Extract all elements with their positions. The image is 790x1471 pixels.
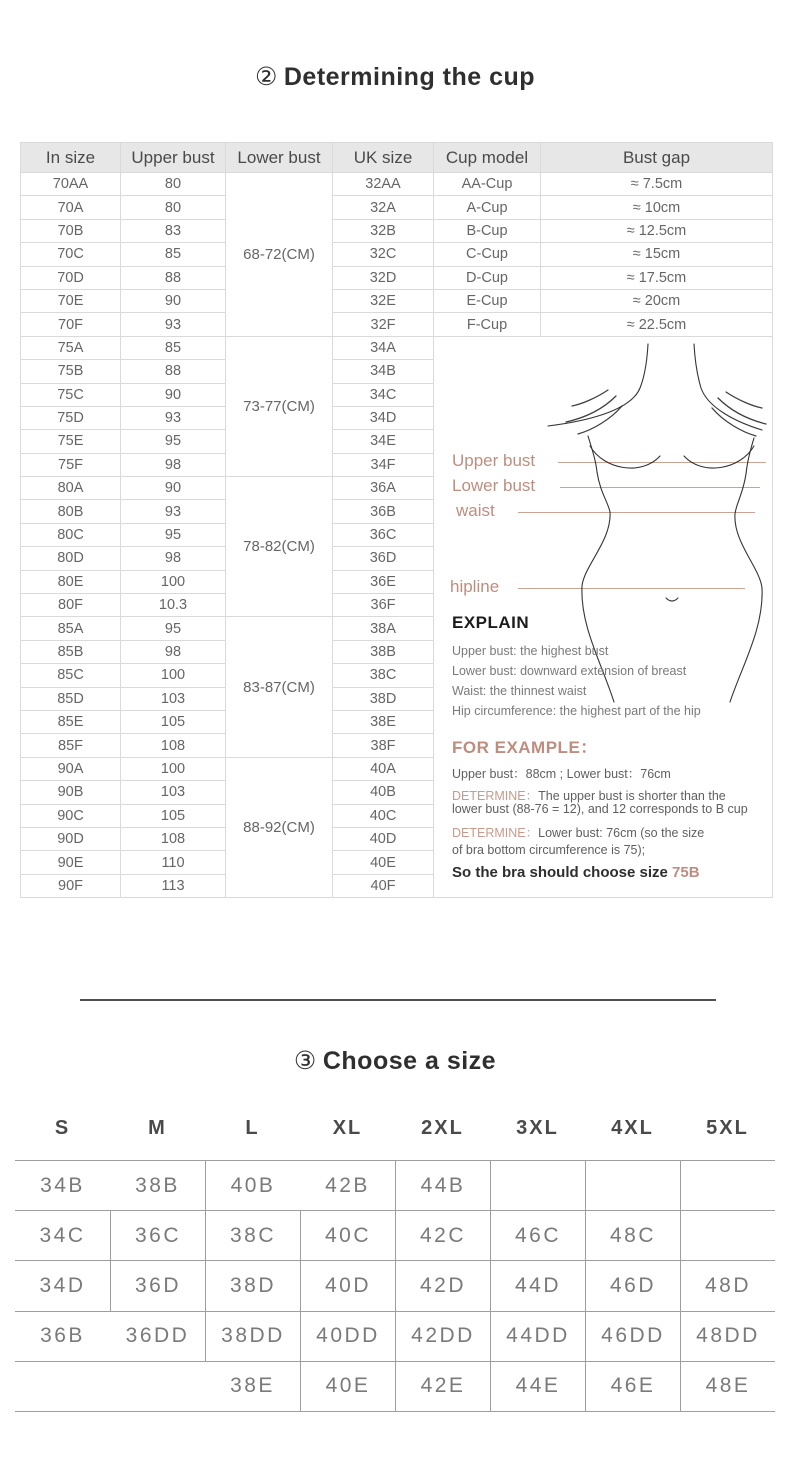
example-measurements: Upper bust：88cm ; Lower bust：76cm: [452, 767, 671, 781]
size-cell-46D: 46D: [585, 1261, 680, 1310]
size-cell-42DD: 42DD: [395, 1312, 490, 1361]
cell-in-size: 75D: [21, 406, 121, 429]
cell-uk-size: 40C: [333, 804, 434, 827]
size-cell-40C: 40C: [300, 1211, 395, 1260]
lower-bust-label: Lower bust: [452, 476, 536, 495]
cell-in-size: 85F: [21, 734, 121, 757]
cell-in-size: 80E: [21, 570, 121, 593]
cell-upper-bust: 98: [121, 640, 226, 663]
size-section-title-text: Choose a size: [322, 1047, 497, 1075]
circled-two-icon: ②: [254, 63, 278, 91]
size-cell-36DD: 36DD: [125, 1324, 190, 1348]
size-cell-34B: 34B: [40, 1173, 85, 1197]
cell-uk-size: 34A: [333, 336, 434, 359]
size-cell-48E: 48E: [680, 1362, 775, 1411]
size-header-M: M: [148, 1117, 167, 1139]
size-cell-44DD: 44DD: [490, 1312, 585, 1361]
cell-in-size: 70F: [21, 313, 121, 336]
hipline-label: hipline: [450, 577, 500, 596]
cell-in-size: 75A: [21, 336, 121, 359]
size-cell-36B: 36B: [40, 1324, 85, 1348]
size-section-title: [0, 1046, 790, 1076]
size-cell-48DD: 48DD: [680, 1312, 775, 1361]
cell-upper-bust: 85: [121, 243, 226, 266]
explain-line-lower-bust: Lower bust: downward extension of breast: [452, 664, 687, 678]
cell-in-size: 85D: [21, 687, 121, 710]
cell-in-size: 70C: [21, 243, 121, 266]
col-header-in-size: In size: [21, 143, 121, 173]
col-header-bust-gap: Bust gap: [541, 143, 773, 173]
cell-in-size: 70E: [21, 289, 121, 312]
cell-upper-bust: 80: [121, 196, 226, 219]
cell-in-size: 70AA: [21, 173, 121, 196]
cell-in-size: 90D: [21, 827, 121, 850]
cell-upper-bust: 98: [121, 547, 226, 570]
size-cell-48D: 48D: [680, 1261, 775, 1310]
cell-cup-model: C-Cup: [434, 243, 541, 266]
cell-upper-bust: 108: [121, 827, 226, 850]
size-cell-44B: 44B: [395, 1161, 490, 1210]
cell-in-size: 70A: [21, 196, 121, 219]
size-header-3XL: 3XL: [516, 1117, 559, 1139]
cell-bust-gap: ≈ 15cm: [541, 243, 773, 266]
cell-in-size: 85C: [21, 664, 121, 687]
cell-in-size: 90A: [21, 757, 121, 780]
cell-bust-gap: ≈ 17.5cm: [541, 266, 773, 289]
cell-uk-size: 34C: [333, 383, 434, 406]
size-cell-empty: [490, 1161, 585, 1210]
cell-upper-bust: 93: [121, 500, 226, 523]
cell-uk-size: 32AA: [333, 173, 434, 196]
cell-in-size: 90E: [21, 851, 121, 874]
cell-lower-bust-range: 78-82(CM): [226, 477, 333, 617]
for-example-heading: FOR EXAMPLE：: [452, 738, 598, 757]
cell-upper-bust: 83: [121, 219, 226, 242]
cell-bust-gap: ≈ 12.5cm: [541, 219, 773, 242]
cell-uk-size: 38A: [333, 617, 434, 640]
explain-line-upper-bust: Upper bust: the highest bust: [452, 644, 609, 658]
cell-uk-size: 34D: [333, 406, 434, 429]
cell-uk-size: 38F: [333, 734, 434, 757]
cell-upper-bust: 90: [121, 289, 226, 312]
cell-uk-size: 32D: [333, 266, 434, 289]
cell-uk-size: 38C: [333, 664, 434, 687]
cell-in-size: 70D: [21, 266, 121, 289]
cell-bust-gap: ≈ 20cm: [541, 289, 773, 312]
cell-uk-size: 40D: [333, 827, 434, 850]
size-cell-38D: 38D: [205, 1261, 300, 1310]
size-header-S: S: [54, 1117, 71, 1139]
cell-upper-bust: 95: [121, 430, 226, 453]
col-header-cup-model: Cup model: [434, 143, 541, 173]
cell-uk-size: 36B: [333, 500, 434, 523]
cup-table-row: [21, 266, 773, 289]
cup-section-title-text: Determining the cup: [283, 63, 536, 91]
size-cell-46DD: 46DD: [585, 1312, 680, 1361]
cell-upper-bust: 108: [121, 734, 226, 757]
size-header-5XL: 5XL: [706, 1117, 749, 1139]
cell-upper-bust: 113: [121, 874, 226, 897]
waist-label: waist: [456, 501, 495, 520]
size-row: [15, 1160, 775, 1210]
conclusion-line: [452, 864, 700, 881]
col-header-uk-size: UK size: [333, 143, 434, 173]
size-cell-38DD: 38DD: [205, 1312, 300, 1361]
cell-in-size: 70B: [21, 219, 121, 242]
cell-uk-size: 40F: [333, 874, 434, 897]
upper-bust-label: Upper bust: [452, 451, 536, 470]
cup-table-row: [21, 289, 773, 312]
size-header-L: L: [245, 1117, 260, 1139]
cell-upper-bust: 95: [121, 523, 226, 546]
size-cell-empty: [680, 1161, 775, 1210]
cell-in-size: 80A: [21, 477, 121, 500]
cell-in-size: 80B: [21, 500, 121, 523]
size-cell-42B: 42B: [325, 1173, 370, 1197]
determine-label: DETERMINE：: [452, 789, 539, 803]
size-cell-36C: 36C: [110, 1211, 205, 1260]
cell-upper-bust: 100: [121, 570, 226, 593]
cell-uk-size: 36F: [333, 594, 434, 617]
cell-lower-bust-range: 83-87(CM): [226, 617, 333, 757]
cell-upper-bust: 88: [121, 360, 226, 383]
cup-table-row: [21, 219, 773, 242]
determine-text-1a: The upper bust is shorter than the: [538, 789, 726, 803]
cell-cup-model: B-Cup: [434, 219, 541, 242]
cell-in-size: 80F: [21, 594, 121, 617]
determine-line-1b: lower bust (88-76 = 12), and 12 corresponds to B cup: [452, 802, 748, 816]
cell-upper-bust: 103: [121, 781, 226, 804]
cell-in-size: 75B: [21, 360, 121, 383]
cell-uk-size: 38B: [333, 640, 434, 663]
size-cell-44D: 44D: [490, 1261, 585, 1310]
cell-uk-size: 38D: [333, 687, 434, 710]
cell-upper-bust: 88: [121, 266, 226, 289]
cell-upper-bust: 103: [121, 687, 226, 710]
recommended-size: 75B: [672, 864, 700, 881]
cell-cup-model: AA-Cup: [434, 173, 541, 196]
conclusion-text: So the bra should choose size: [452, 864, 673, 881]
cell-bust-gap: ≈ 10cm: [541, 196, 773, 219]
cup-table-row: [21, 243, 773, 266]
circled-three-icon: ③: [293, 1047, 317, 1075]
cell-in-size: 85A: [21, 617, 121, 640]
cup-table-row: [21, 173, 773, 196]
determine-label: DETERMINE：: [452, 826, 539, 840]
col-header-lower-bust: Lower bust: [226, 143, 333, 173]
cup-table-row: [21, 313, 773, 336]
size-cell-44E: 44E: [490, 1362, 585, 1411]
cell-upper-bust: 100: [121, 664, 226, 687]
size-cell-40DD: 40DD: [300, 1312, 395, 1361]
cell-uk-size: 36E: [333, 570, 434, 593]
cell-upper-bust: 95: [121, 617, 226, 640]
cell-upper-bust: 100: [121, 757, 226, 780]
cell-upper-bust: 90: [121, 383, 226, 406]
size-cell-40B: 40B: [205, 1161, 300, 1210]
cell-upper-bust: 90: [121, 477, 226, 500]
cell-uk-size: 36D: [333, 547, 434, 570]
cell-in-size: 75C: [21, 383, 121, 406]
size-cell-42D: 42D: [395, 1261, 490, 1310]
cell-bust-gap: ≈ 22.5cm: [541, 313, 773, 336]
col-header-upper-bust: Upper bust: [121, 143, 226, 173]
cell-uk-size: 32A: [333, 196, 434, 219]
size-cell-48C: 48C: [585, 1211, 680, 1260]
determine-text-2a: Lower bust: 76cm (so the size: [538, 826, 705, 840]
cell-upper-bust: 105: [121, 804, 226, 827]
cell-upper-bust: 93: [121, 313, 226, 336]
size-chart-grid: [15, 1160, 775, 1412]
size-header-XL: XL: [332, 1117, 363, 1139]
cup-table-header-row: [21, 143, 773, 173]
cell-in-size: 85B: [21, 640, 121, 663]
measurement-figure-area: [433, 336, 772, 898]
size-cell-40E: 40E: [300, 1362, 395, 1411]
cell-in-size: 75E: [21, 430, 121, 453]
cell-uk-size: 34E: [333, 430, 434, 453]
cell-uk-size: 34F: [333, 453, 434, 476]
cell-uk-size: 38E: [333, 710, 434, 733]
cell-upper-bust: 110: [121, 851, 226, 874]
cell-lower-bust-range: 73-77(CM): [226, 336, 333, 476]
determine-line-2b: of bra bottom circumference is 75);: [452, 843, 646, 857]
size-cell-34D: 34D: [39, 1273, 86, 1297]
cell-in-size: 75F: [21, 453, 121, 476]
section-divider-line: [80, 999, 716, 1001]
cell-in-size: 80C: [21, 523, 121, 546]
cell-uk-size: 36C: [333, 523, 434, 546]
size-cell-46C: 46C: [490, 1211, 585, 1260]
size-cell-40D: 40D: [300, 1261, 395, 1310]
cell-upper-bust: 80: [121, 173, 226, 196]
cell-bust-gap: ≈ 7.5cm: [541, 173, 773, 196]
size-row: [15, 1361, 775, 1411]
explain-line-waist: Waist: the thinnest waist: [452, 684, 587, 698]
size-cell-empty: [110, 1362, 205, 1411]
cell-in-size: 90F: [21, 874, 121, 897]
cell-in-size: 85E: [21, 710, 121, 733]
cell-cup-model: D-Cup: [434, 266, 541, 289]
explain-line-hip: Hip circumference: the highest part of the hip: [452, 704, 701, 718]
cell-upper-bust: 85: [121, 336, 226, 359]
explain-heading: EXPLAIN: [452, 613, 530, 632]
cell-lower-bust-range: 68-72(CM): [226, 173, 333, 337]
size-cell-34C: 34C: [39, 1223, 86, 1247]
size-header-2XL: 2XL: [421, 1117, 464, 1139]
cell-uk-size: 40B: [333, 781, 434, 804]
size-cell-46E: 46E: [585, 1362, 680, 1411]
cell-upper-bust: 105: [121, 710, 226, 733]
size-cell-42C: 42C: [395, 1211, 490, 1260]
size-chart-header-row: [15, 1117, 775, 1140]
cell-in-size: 80D: [21, 547, 121, 570]
cell-in-size: 90B: [21, 781, 121, 804]
cell-in-size: 90C: [21, 804, 121, 827]
cell-uk-size: 34B: [333, 360, 434, 383]
size-row: [15, 1311, 775, 1361]
size-row: [15, 1210, 775, 1260]
cell-upper-bust: 10.3: [121, 594, 226, 617]
cup-table-row: [21, 196, 773, 219]
size-header-4XL: 4XL: [611, 1117, 654, 1139]
size-cell-empty: [585, 1161, 680, 1210]
cell-uk-size: 32B: [333, 219, 434, 242]
cell-upper-bust: 93: [121, 406, 226, 429]
cell-uk-size: 40A: [333, 757, 434, 780]
cell-cup-model: A-Cup: [434, 196, 541, 219]
size-cell-38C: 38C: [205, 1211, 300, 1260]
size-cell-empty: [15, 1362, 110, 1411]
size-row: [15, 1260, 775, 1310]
size-cell-38B: 38B: [135, 1173, 180, 1197]
size-cell-38E: 38E: [230, 1374, 275, 1398]
size-cell-empty: [680, 1211, 775, 1260]
determine-line-2a: [452, 823, 704, 841]
cup-section-title: [0, 62, 790, 92]
cell-cup-model: E-Cup: [434, 289, 541, 312]
cell-uk-size: 32C: [333, 243, 434, 266]
cell-upper-bust: 98: [121, 453, 226, 476]
cell-uk-size: 32E: [333, 289, 434, 312]
cell-uk-size: 36A: [333, 477, 434, 500]
cell-uk-size: 40E: [333, 851, 434, 874]
cell-uk-size: 32F: [333, 313, 434, 336]
cell-cup-model: F-Cup: [434, 313, 541, 336]
cell-lower-bust-range: 88-92(CM): [226, 757, 333, 897]
size-cell-42E: 42E: [395, 1362, 490, 1411]
size-cell-36D: 36D: [110, 1261, 205, 1310]
